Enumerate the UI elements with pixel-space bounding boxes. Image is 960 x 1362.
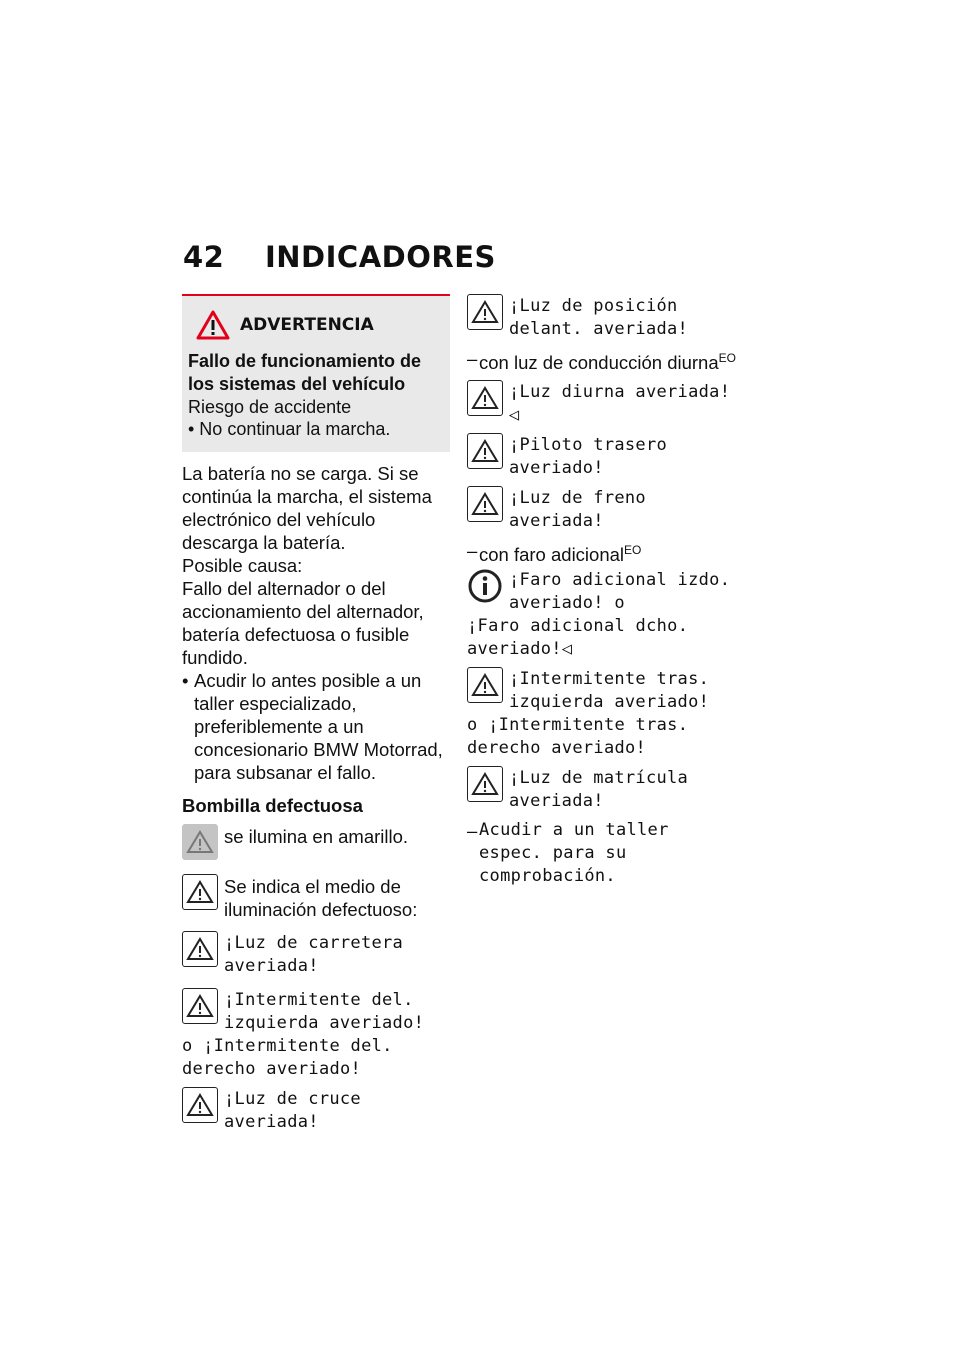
warning-icon <box>467 667 503 703</box>
msg-posicion: ¡Luz de posición delant. averiada! <box>509 296 689 339</box>
msg-trasero: ¡Piloto trasero averiado! <box>509 435 668 479</box>
msg-carretera: ¡Luz de carretera averiada! <box>224 933 404 976</box>
page-number: 42 <box>183 240 225 274</box>
indicates-text: Se indica el medio de iluminación defectuoso: <box>224 876 418 920</box>
warning-icon <box>467 294 503 330</box>
bullet-dot: • <box>182 670 189 691</box>
msg-int-tras-der: o ¡Intermitente tras. derecho averiado! <box>467 715 689 759</box>
lights-amber-text: se ilumina en amarillo. <box>224 826 409 847</box>
eo-superscript: EO <box>624 543 642 558</box>
dash-taller <box>467 819 737 888</box>
warning-icon <box>467 380 503 416</box>
warning-triangle-icon <box>196 310 230 340</box>
warning-icon <box>467 486 503 522</box>
general-warning-icon <box>182 824 218 860</box>
icon-row-carretera <box>182 931 450 978</box>
eo-superscript: EO <box>718 351 736 365</box>
msg-int-del-izq: ¡Intermitente del. izquierda averiado! <box>224 990 425 1033</box>
warning-icon <box>182 988 218 1024</box>
icon-row-faro <box>467 568 737 615</box>
icon-row-cruce <box>182 1087 450 1134</box>
left-column <box>182 294 450 1134</box>
page-header <box>183 240 496 274</box>
right-column <box>467 294 737 888</box>
page-title: INDICADORES <box>265 240 496 274</box>
info-icon <box>467 568 503 604</box>
icon-row-matricula <box>467 766 737 813</box>
icon-row-amber <box>182 824 450 860</box>
warning-icon <box>467 433 503 469</box>
msg-freno: ¡Luz de freno averiada! <box>509 488 646 532</box>
dash-faro <box>467 539 737 566</box>
bullet-text: Acudir lo antes posible a un taller especializado, preferiblemente a un concesionario BMW Motorrad, para subsanar el fallo. <box>194 670 443 783</box>
cause-text: Fallo del alternador o del accionamiento del alternador, batería defectuosa o fusible fundido. <box>182 578 424 668</box>
warning-icon <box>467 766 503 802</box>
icon-row-freno <box>467 486 737 533</box>
icon-row-diurna <box>467 380 737 427</box>
dash-taller-text: Acudir a un taller espec. para su comprobación. <box>479 820 669 887</box>
dash-mark: – <box>467 540 478 562</box>
bullet-item <box>182 669 450 784</box>
icon-row-int-del <box>182 988 450 1035</box>
battery-text: La batería no se carga. Si se continúa la marcha, el sistema electrónico del vehículo descarga la batería. <box>182 463 432 553</box>
icon-row-posicion <box>467 294 737 341</box>
icon-row-trasero <box>467 433 737 480</box>
msg-diurna: ¡Luz diurna averiada!◁ <box>509 382 731 426</box>
dash-mark: – <box>467 820 478 842</box>
msg-faro-der: ¡Faro adicional dcho. averiado!◁ <box>467 616 689 660</box>
warning-box <box>182 294 450 452</box>
msg-cruce: ¡Luz de cruce averiada! <box>224 1089 361 1132</box>
warning-icon <box>182 1087 218 1123</box>
warning-icon <box>182 874 218 910</box>
dash-mark: – <box>467 348 478 369</box>
msg-matricula: ¡Luz de matrícula averiada! <box>509 768 689 812</box>
warning-title <box>196 310 444 340</box>
dash-conduccion <box>467 347 737 374</box>
icon-row-indicates <box>182 874 450 921</box>
warning-action: • No continuar la marcha. <box>188 419 391 439</box>
warning-icon <box>182 931 218 967</box>
dash-conduccion-text: con luz de conducción diurna <box>479 352 719 374</box>
warning-risk: Riesgo de accidente <box>188 397 352 417</box>
warning-label: ADVERTENCIA <box>240 315 374 335</box>
dash-faro-text: con faro adicional <box>479 544 625 566</box>
msg-int-tras-izq: ¡Intermitente tras. izquierda averiado! <box>509 669 710 713</box>
warning-headline: Fallo de funcionamiento de los sistemas del vehículo <box>188 351 422 394</box>
msg-int-del-der: o ¡Intermitente del. derecho averiado! <box>182 1036 393 1079</box>
msg-faro-izq: ¡Faro adicional izdo. averiado! o <box>509 570 731 614</box>
icon-row-int-tras <box>467 667 737 714</box>
section-heading: Bombilla defectuosa <box>182 795 363 816</box>
cause-label: Posible causa: <box>182 555 303 576</box>
